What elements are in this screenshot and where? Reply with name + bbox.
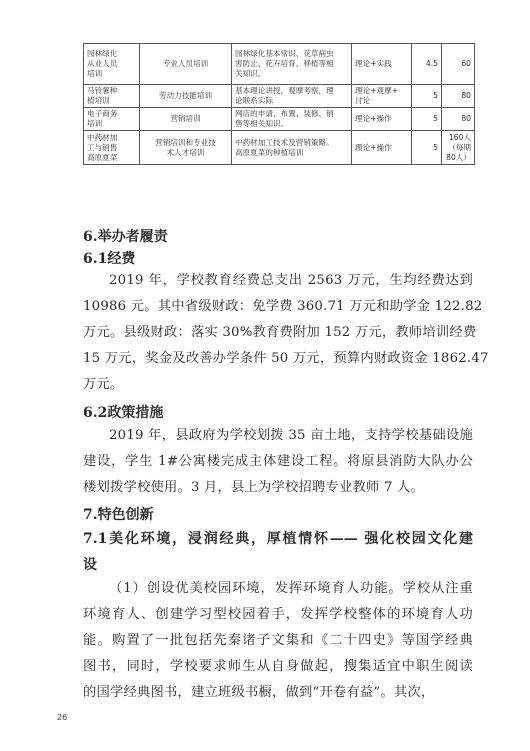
paragraph-line: （1）创设优美校园环境，发挥环境育人功能。学校从注重 <box>109 581 473 596</box>
section-6-2-title: 6.2政策措施 <box>83 405 164 421</box>
paragraph-line: 万元。县级财政：落实 30%教育费附加 152 万元，教师培训经费 <box>83 325 477 340</box>
cell-content-line: 关知识。 <box>235 69 266 78</box>
cell-target <box>140 108 232 131</box>
cell-count <box>442 44 475 85</box>
cell-project-line: 马铃薯种 <box>87 86 118 95</box>
cell-hours-line: 5 <box>433 91 438 100</box>
cell-content <box>232 44 352 85</box>
cell-project <box>84 85 140 108</box>
cell-hours <box>412 85 442 108</box>
cell-method <box>352 85 412 108</box>
cell-content <box>232 108 352 131</box>
section-7-1-title: 7.1美化环境，浸润经典，厚植情怀—— 强化校园文化建 <box>83 531 473 547</box>
cell-hours-line: 4.5 <box>425 59 438 68</box>
cell-content-line: 高原夏菜的种植培训 <box>235 147 304 157</box>
cell-hours-line: 5 <box>433 114 438 123</box>
table-row <box>84 44 475 85</box>
cell-method <box>352 44 412 85</box>
cell-target-line: 专业人员培训 <box>162 59 209 68</box>
cell-target <box>140 131 232 165</box>
cell-count <box>442 131 475 165</box>
cell-project-line: 园林绿化 <box>87 49 118 58</box>
cell-project-line: 从业人员 <box>87 59 118 68</box>
cell-hours-line: 5 <box>433 142 438 152</box>
paragraph-line: 环境育人、创建学习型校园着手，发挥学校整体的环境育人功 <box>83 607 473 622</box>
page-number: 26 <box>57 713 68 722</box>
cell-count-line: 60 <box>461 59 471 68</box>
cell-count-line: （每期 <box>448 142 471 152</box>
table-row <box>84 85 475 108</box>
section-6-title: 6.举办者履责 <box>83 229 168 245</box>
cell-count-line: 160人 <box>448 132 471 142</box>
cell-content <box>232 85 352 108</box>
cell-content-line: 售等相关知识。 <box>235 119 289 128</box>
section-7-1-title-continued: 设 <box>83 557 97 573</box>
cell-hours <box>412 108 442 131</box>
cell-method <box>352 108 412 131</box>
paragraph-line: 2019 年，学校教育经费总支出 2563 万元，生均经费达到 <box>109 273 473 288</box>
cell-project-line: 高原夏菜 <box>87 152 118 162</box>
cell-target <box>140 44 232 85</box>
cell-content-line: 网店的申请、布置、装修、销 <box>235 109 334 118</box>
cell-method-line: 讨论 <box>355 96 371 105</box>
paragraph-line: 楼划拨学校使用。3 月，县上为学校招聘专业教师 7 人。 <box>83 480 425 495</box>
cell-project <box>84 108 140 131</box>
paragraph-line: 2019 年，县政府为学校划拨 35 亩土地，支持学校基础设施 <box>109 428 473 443</box>
cell-project <box>84 44 140 85</box>
cell-target <box>140 85 232 108</box>
cell-target-line: 营销培训和专业技 <box>155 137 216 147</box>
paragraph-line: 15 万元，奖金及改善办学条件 50 万元，预算内财政资金 1862.47 <box>83 351 489 366</box>
cell-hours <box>412 131 442 165</box>
cell-content-line: 害防止、花卉培育、移植等相 <box>235 59 334 68</box>
cell-method-line: 理论+观摩+ <box>355 86 399 95</box>
cell-method <box>352 131 412 165</box>
cell-count <box>442 108 475 131</box>
paragraph-line: 图书，同时，学校要求师生从自身做起，搜集适宜中职生阅读 <box>83 659 473 674</box>
cell-project <box>84 131 140 165</box>
training-table-body <box>84 44 475 165</box>
cell-project-line: 工与销售 <box>87 142 118 152</box>
cell-target-line: 营销培训 <box>170 114 201 123</box>
paragraph-line: 10986 元。其中省级财政：免学费 360.71 万元和助学金 122.82 <box>83 299 483 314</box>
cell-count-line: 80 <box>461 91 471 100</box>
cell-count <box>442 85 475 108</box>
cell-project-line: 植培训 <box>87 96 110 105</box>
cell-method-line: 理论+实践 <box>355 59 392 68</box>
cell-project-line: 培训 <box>87 119 103 128</box>
section-6-1-title: 6.1经费 <box>83 251 136 267</box>
cell-project-line: 中药材加 <box>87 132 118 142</box>
cell-content-line: 园林绿化基本常识、花草病虫 <box>235 49 334 58</box>
cell-method-line: 理论+操作 <box>355 114 392 123</box>
training-table <box>83 43 475 165</box>
cell-content-line: 论联系实际 <box>235 96 273 105</box>
paragraph-line: 万元。 <box>83 377 124 392</box>
paragraph-line: 的国学经典图书，建立班级书橱，做到“开卷有益”。其次， <box>83 685 435 700</box>
cell-target-line: 劳动力技能培训 <box>158 91 213 100</box>
cell-target-line: 术人才培训 <box>166 147 205 157</box>
cell-method-line: 理论+操作 <box>355 142 392 152</box>
paragraph-line: 能。购置了一批包括先秦诸子文集和《二十四史》等国学经典 <box>83 633 473 648</box>
section-7-title: 7.特色创新 <box>83 507 154 523</box>
cell-count-line: 80 <box>461 114 471 123</box>
cell-count-line: 80人） <box>446 152 471 162</box>
cell-project-line: 电子商务 <box>87 109 118 118</box>
table-row <box>84 108 475 131</box>
table-row <box>84 131 475 165</box>
cell-hours <box>412 44 442 85</box>
paragraph-line: 建设，学生 1#公寓楼完成主体建设工程。将原县消防大队办公 <box>83 454 473 469</box>
cell-content-line: 中药材加工技术及营销策略。 <box>235 137 334 147</box>
cell-project-line: 培训 <box>87 69 103 78</box>
cell-content <box>232 131 352 165</box>
cell-content-line: 基本理论讲授，观摩考察，理 <box>235 86 334 95</box>
